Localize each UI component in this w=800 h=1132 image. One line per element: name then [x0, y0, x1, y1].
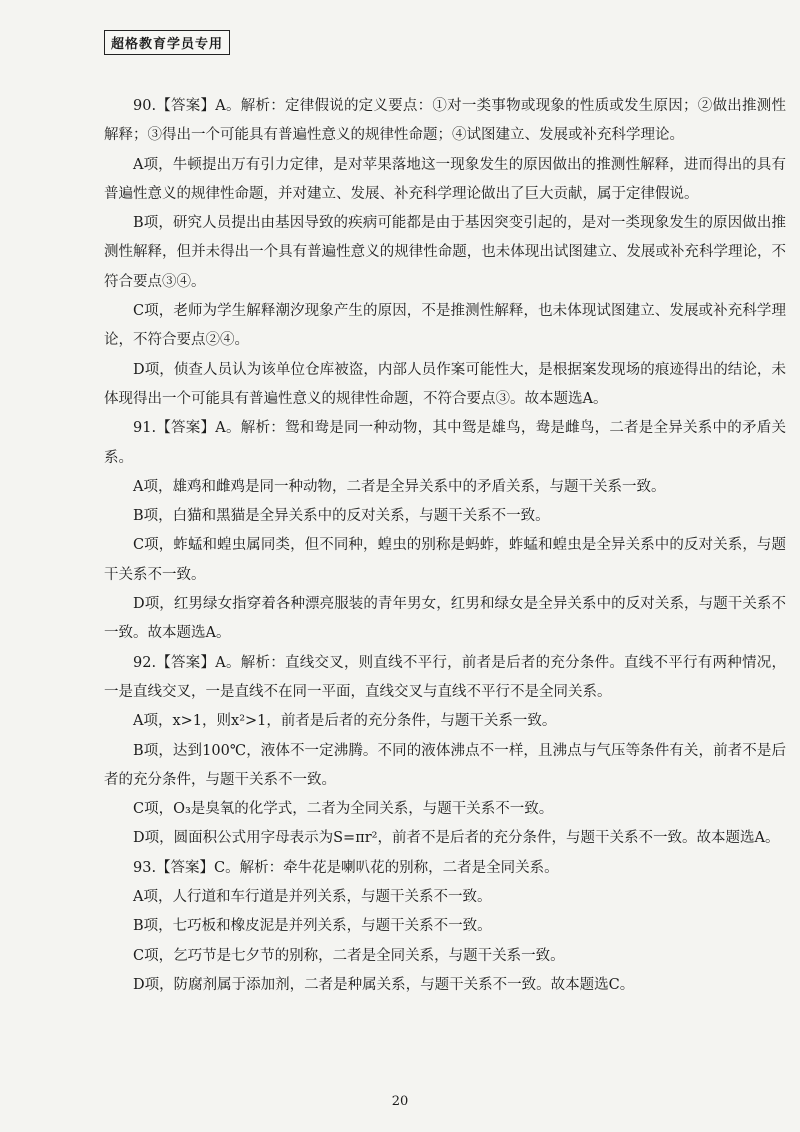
paragraph: D项，红男绿女指穿着各种漂亮服装的青年男女，红男和绿女是全异关系中的反对关系，与题干关系不一致。故本题选A。: [104, 596, 786, 642]
paragraph: C项，蚱蜢和蝗虫属同类，但不同种，蝗虫的别称是蚂蚱，蚱蜢和蝗虫是全异关系中的反对关系，与题干关系不一致。: [104, 537, 786, 583]
paragraph: C项，O₃是臭氧的化学式，二者为全同关系，与题干关系不一致。: [133, 801, 554, 818]
paragraph: B项，七巧板和橡皮泥是并列关系，与题干关系不一致。: [133, 918, 492, 935]
paragraph: C项，老师为学生解释潮汐现象产生的原因，不是推测性解释，也未体现试图建立、发展或补充科学理论，不符合要点②④。: [104, 303, 786, 349]
paragraph: 92.【答案】A。解析：直线交叉，则直线不平行，前者是后者的充分条件。直线不平行有两种情况，一是直线交叉，一是直线不在同一平面，直线交叉与直线不平行不是全同关系。: [104, 654, 786, 700]
paragraph: C项，乞巧节是七夕节的别称，二者是全同关系，与题干关系一致。: [133, 947, 565, 964]
paragraph: B项，研究人员提出由基因导致的疾病可能都是由于基因突变引起的，是对一类现象发生的原因做出推测性解释，但并未得出一个具有普遍性意义的规律性命题，也未体现出试图建立、发展或补充科学理论，不符合要点③④。: [104, 215, 786, 290]
paragraph: A项，人行道和车行道是并列关系，与题干关系不一致。: [133, 889, 492, 906]
answer-explanations: [104, 92, 786, 1000]
paragraph: A项，雄鸡和雌鸡是同一种动物，二者是全异关系中的矛盾关系，与题干关系一致。: [133, 478, 666, 495]
paragraph: D项，侦查人员认为该单位仓库被盗，内部人员作案可能性大，是根据案发现场的痕迹得出的结论，未体现得出一个可能具有普遍性意义的规律性命题，不符合要点③。故本题选A。: [104, 361, 786, 407]
paragraph: A项，牛顿提出万有引力定律，是对苹果落地这一现象发生的原因做出的推测性解释，进而得出的具有普遍性意义的规律性命题，并对建立、发展、补充科学理论做出了巨大贡献，属于定律假说。: [104, 156, 786, 202]
paragraph: B项，达到100℃，液体不一定沸腾。不同的液体沸点不一样，且沸点与气压等条件有关，前者不是后者的充分条件，与题干关系不一致。: [104, 742, 786, 788]
paragraph: D项，圆面积公式用字母表示为S=πr²，前者不是后者的充分条件，与题干关系不一致。故本题选A。: [133, 830, 780, 847]
page-number: 20: [391, 1094, 409, 1109]
paragraph: 93.【答案】C。解析：牵牛花是喇叭花的别称，二者是全同关系。: [133, 859, 559, 876]
paragraph: D项，防腐剂属于添加剂，二者是种属关系，与题干关系不一致。故本题选C。: [133, 976, 635, 993]
paragraph: B项，白猫和黑猫是全异关系中的反对关系，与题干关系不一致。: [133, 508, 550, 525]
stamp-label: 超格教育学员专用: [104, 30, 230, 55]
paragraph: 90.【答案】A。解析：定律假说的定义要点：①对一类事物或现象的性质或发生原因；②做出推测性解释；③得出一个可能具有普遍性意义的规律性命题；④试图建立、发展或补充科学理论。: [104, 98, 786, 144]
paragraph: A项，x>1，则x²>1，前者是后者的充分条件，与题干关系一致。: [133, 713, 557, 730]
paragraph: 91.【答案】A。解析：鸳和鸯是同一种动物，其中鸳是雄鸟，鸯是雌鸟，二者是全异关系中的矛盾关系。: [104, 420, 786, 466]
